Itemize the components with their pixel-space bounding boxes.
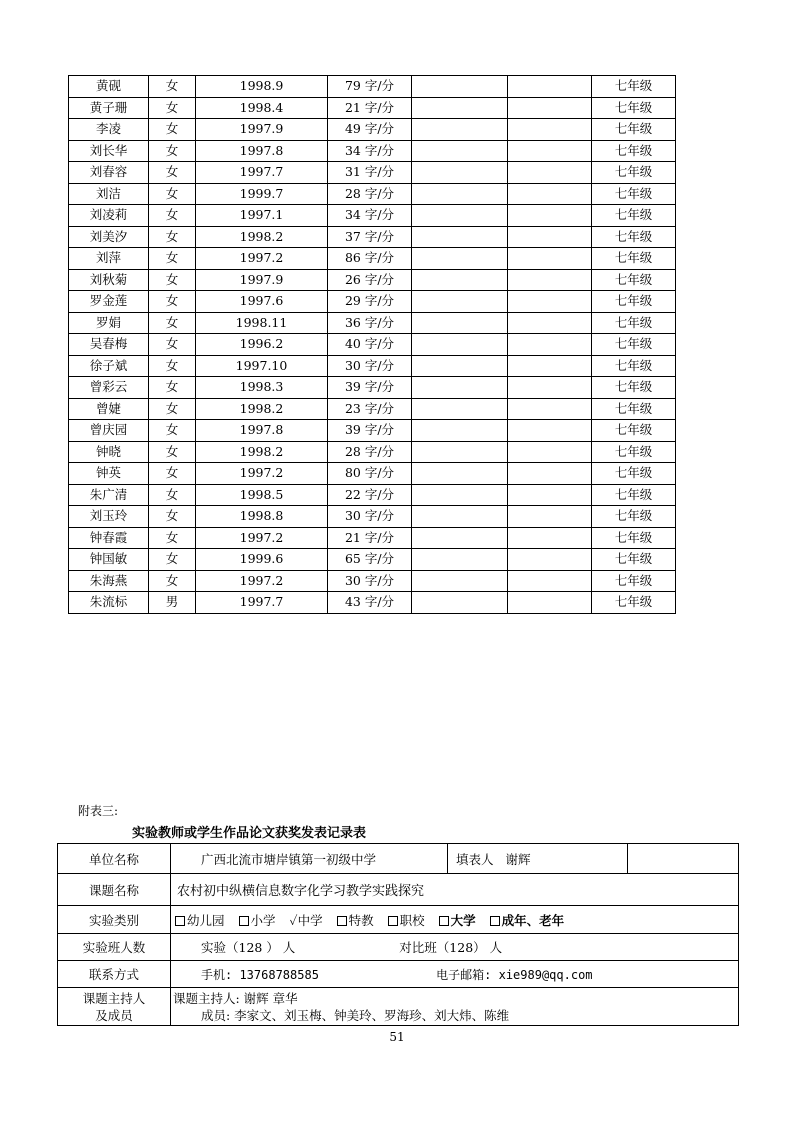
control-count: 对比班（128） 人: [399, 940, 503, 955]
student-gender: 女: [149, 549, 196, 571]
host-label: 课题主持人 及成员: [58, 988, 171, 1026]
student-gender: 女: [149, 484, 196, 506]
table-row: [69, 355, 676, 377]
blank-cell: [508, 162, 592, 184]
student-name: 曾婕: [69, 398, 149, 420]
table-row: [69, 248, 676, 270]
typing-speed: 43 字/分: [328, 592, 412, 614]
student-grade: 七年级: [592, 355, 676, 377]
student-birth: 1998.2: [196, 441, 328, 463]
blank-cell: [508, 484, 592, 506]
blank-cell: [508, 269, 592, 291]
typing-speed: 34 字/分: [328, 205, 412, 227]
student-birth: 1997.9: [196, 269, 328, 291]
checkbox-icon: [439, 916, 449, 926]
option-kindergarten[interactable]: 幼儿园: [175, 913, 225, 928]
blank-cell: [508, 441, 592, 463]
student-grade: 七年级: [592, 269, 676, 291]
student-birth: 1997.8: [196, 140, 328, 162]
blank-cell: [412, 76, 508, 98]
blank-cell: [508, 119, 592, 141]
student-name: 曾彩云: [69, 377, 149, 399]
category-label: 实验类别: [58, 906, 171, 934]
student-name: 钟春霞: [69, 527, 149, 549]
student-grade: 七年级: [592, 484, 676, 506]
typing-speed: 22 字/分: [328, 484, 412, 506]
student-gender: 女: [149, 398, 196, 420]
table-row: [69, 312, 676, 334]
email-value: 电子邮箱: xie989@qq.com: [436, 967, 593, 982]
student-name: 刘美汐: [69, 226, 149, 248]
typing-speed: 30 字/分: [328, 506, 412, 528]
checkbox-icon: [175, 916, 185, 926]
typing-speed: 21 字/分: [328, 527, 412, 549]
blank-cell: [412, 355, 508, 377]
student-birth: 1997.2: [196, 527, 328, 549]
check-mark-icon: ✓: [289, 912, 298, 928]
category-options: [171, 906, 739, 934]
checkbox-icon: [388, 916, 398, 926]
student-birth: 1997.2: [196, 248, 328, 270]
student-grade: 七年级: [592, 570, 676, 592]
student-grade: 七年级: [592, 119, 676, 141]
student-gender: 女: [149, 226, 196, 248]
host-names: 课题主持人: 谢辉 章华: [173, 990, 298, 1006]
class-count-values: [171, 934, 739, 961]
student-gender: 女: [149, 97, 196, 119]
student-gender: 女: [149, 140, 196, 162]
student-gender: 男: [149, 592, 196, 614]
unit-row: [58, 844, 739, 874]
table-row: [69, 97, 676, 119]
student-birth: 1998.2: [196, 398, 328, 420]
student-name: 刘洁: [69, 183, 149, 205]
student-gender: 女: [149, 269, 196, 291]
topic-value: 农村初中纵横信息数字化学习教学实践探究: [171, 874, 739, 906]
student-birth: 1998.8: [196, 506, 328, 528]
blank-cell: [508, 527, 592, 549]
student-name: 刘秋菊: [69, 269, 149, 291]
blank-cell: [412, 119, 508, 141]
blank-cell: [412, 162, 508, 184]
filler-value: 谢辉: [505, 851, 531, 867]
student-grade: 七年级: [592, 248, 676, 270]
blank-cell: [508, 420, 592, 442]
student-birth: 1998.5: [196, 484, 328, 506]
typing-speed: 28 字/分: [328, 183, 412, 205]
table-row: [69, 549, 676, 571]
student-gender: 女: [149, 312, 196, 334]
blank-cell: [508, 226, 592, 248]
student-birth: 1997.9: [196, 119, 328, 141]
student-birth: 1998.4: [196, 97, 328, 119]
student-birth: 1997.2: [196, 570, 328, 592]
student-gender: 女: [149, 334, 196, 356]
experiment-count: 实验（128 ） 人: [201, 940, 296, 955]
blank-cell: [412, 527, 508, 549]
table-row: [69, 484, 676, 506]
blank-cell: [412, 420, 508, 442]
typing-speed: 21 字/分: [328, 97, 412, 119]
student-name: 曾庆园: [69, 420, 149, 442]
blank-cell: [412, 97, 508, 119]
table-row: [69, 205, 676, 227]
student-birth: 1999.7: [196, 183, 328, 205]
student-grade: 七年级: [592, 183, 676, 205]
option-vocational[interactable]: 职校: [388, 913, 425, 928]
student-birth: 1998.2: [196, 226, 328, 248]
table-row: [69, 226, 676, 248]
table-row: [69, 183, 676, 205]
student-grade: 七年级: [592, 312, 676, 334]
table-row: [69, 334, 676, 356]
blank-cell: [412, 205, 508, 227]
class-count-label: 实验班人数: [58, 934, 171, 961]
blank-cell: [508, 570, 592, 592]
student-birth: 1997.6: [196, 291, 328, 313]
typing-speed: 28 字/分: [328, 441, 412, 463]
student-name: 黄砚: [69, 76, 149, 98]
student-gender: 女: [149, 355, 196, 377]
student-name: 徐子斌: [69, 355, 149, 377]
student-birth: 1997.7: [196, 592, 328, 614]
student-gender: 女: [149, 119, 196, 141]
student-name: 李凌: [69, 119, 149, 141]
typing-speed: 30 字/分: [328, 355, 412, 377]
table-row: [69, 506, 676, 528]
typing-speed: 65 字/分: [328, 549, 412, 571]
student-name: 黄子珊: [69, 97, 149, 119]
student-name: 刘萍: [69, 248, 149, 270]
member-names: 成员: 李家文、刘玉梅、钟美玲、罗海珍、刘大炜、陈维: [201, 1007, 510, 1023]
blank-cell: [508, 398, 592, 420]
category-row: [58, 906, 739, 934]
blank-cell: [508, 205, 592, 227]
student-grade: 七年级: [592, 377, 676, 399]
option-adult[interactable]: 成年、老年: [490, 913, 565, 928]
student-gender: 女: [149, 205, 196, 227]
blank-cell: [508, 291, 592, 313]
blank-cell: [508, 592, 592, 614]
blank-cell: [508, 76, 592, 98]
student-grade: 七年级: [592, 76, 676, 98]
table-row: [69, 377, 676, 399]
award-record-form: [57, 843, 739, 1026]
student-name: 吴春梅: [69, 334, 149, 356]
student-grade: 七年级: [592, 205, 676, 227]
table-row: [69, 140, 676, 162]
student-gender: 女: [149, 377, 196, 399]
blank-cell: [412, 484, 508, 506]
option-primary[interactable]: 小学: [239, 913, 276, 928]
blank-cell: [412, 312, 508, 334]
typing-speed: 34 字/分: [328, 140, 412, 162]
contact-row: [58, 961, 739, 988]
table-row: [69, 398, 676, 420]
typing-speed: 79 字/分: [328, 76, 412, 98]
student-birth: 1997.7: [196, 162, 328, 184]
student-name: 刘春容: [69, 162, 149, 184]
blank-cell: [508, 183, 592, 205]
student-name: 朱广清: [69, 484, 149, 506]
student-birth: 1998.9: [196, 76, 328, 98]
student-gender: 女: [149, 162, 196, 184]
student-birth: 1997.8: [196, 420, 328, 442]
table-row: [69, 76, 676, 98]
typing-speed: 49 字/分: [328, 119, 412, 141]
option-university[interactable]: 大学: [439, 913, 476, 928]
filler-extra-cell: [628, 844, 739, 874]
student-grade: 七年级: [592, 420, 676, 442]
contact-label: 联系方式: [58, 961, 171, 988]
class-count-row: [58, 934, 739, 961]
blank-cell: [508, 334, 592, 356]
option-middle[interactable]: ✓中学: [289, 912, 323, 928]
table-row: [69, 527, 676, 549]
checkbox-icon: [490, 916, 500, 926]
blank-cell: [412, 377, 508, 399]
student-gender: 女: [149, 441, 196, 463]
student-gender: 女: [149, 570, 196, 592]
blank-cell: [412, 441, 508, 463]
blank-cell: [508, 355, 592, 377]
blank-cell: [508, 140, 592, 162]
blank-cell: [412, 506, 508, 528]
student-name: 罗娟: [69, 312, 149, 334]
student-grade: 七年级: [592, 334, 676, 356]
checkbox-icon: [239, 916, 249, 926]
student-name: 罗金莲: [69, 291, 149, 313]
student-gender: 女: [149, 463, 196, 485]
student-name: 朱流标: [69, 592, 149, 614]
typing-speed: 37 字/分: [328, 226, 412, 248]
student-table-body: [69, 76, 676, 614]
blank-cell: [508, 377, 592, 399]
blank-cell: [508, 463, 592, 485]
table-row: [69, 592, 676, 614]
table-row: [69, 463, 676, 485]
option-special[interactable]: 特教: [337, 913, 374, 928]
typing-speed: 30 字/分: [328, 570, 412, 592]
student-grade: 七年级: [592, 527, 676, 549]
student-birth: 1996.2: [196, 334, 328, 356]
contact-values: [171, 961, 739, 988]
student-grade: 七年级: [592, 463, 676, 485]
blank-cell: [412, 291, 508, 313]
host-row: [58, 988, 739, 1026]
phone-value: 手机: 13768788585: [201, 967, 319, 982]
blank-cell: [508, 549, 592, 571]
student-gender: 女: [149, 291, 196, 313]
typing-speed: 26 字/分: [328, 269, 412, 291]
blank-cell: [412, 183, 508, 205]
student-gender: 女: [149, 420, 196, 442]
student-grade: 七年级: [592, 291, 676, 313]
student-birth: 1998.11: [196, 312, 328, 334]
blank-cell: [412, 140, 508, 162]
student-name: 钟国敏: [69, 549, 149, 571]
student-gender: 女: [149, 76, 196, 98]
filler-label: 填表人: [456, 851, 494, 867]
checkbox-icon: [337, 916, 347, 926]
typing-speed: 40 字/分: [328, 334, 412, 356]
typing-speed: 80 字/分: [328, 463, 412, 485]
table-row: [69, 420, 676, 442]
student-gender: 女: [149, 506, 196, 528]
typing-speed: 31 字/分: [328, 162, 412, 184]
host-values: [171, 988, 739, 1026]
blank-cell: [412, 398, 508, 420]
student-name: 刘凌莉: [69, 205, 149, 227]
student-grade: 七年级: [592, 441, 676, 463]
table-row: [69, 291, 676, 313]
blank-cell: [412, 248, 508, 270]
student-birth: 1997.2: [196, 463, 328, 485]
blank-cell: [412, 226, 508, 248]
student-birth: 1997.1: [196, 205, 328, 227]
student-name: 刘玉玲: [69, 506, 149, 528]
student-gender: 女: [149, 183, 196, 205]
typing-speed: 23 字/分: [328, 398, 412, 420]
form-title: 实验教师或学生作品论文获奖发表记录表: [132, 826, 367, 841]
page-number: 51: [389, 1030, 405, 1044]
topic-row: [58, 874, 739, 906]
student-grade: 七年级: [592, 549, 676, 571]
student-grade: 七年级: [592, 140, 676, 162]
blank-cell: [508, 506, 592, 528]
filler-cell: [448, 844, 628, 874]
typing-speed: 39 字/分: [328, 420, 412, 442]
student-grade: 七年级: [592, 97, 676, 119]
blank-cell: [412, 463, 508, 485]
student-grade: 七年级: [592, 162, 676, 184]
blank-cell: [508, 312, 592, 334]
typing-speed: 36 字/分: [328, 312, 412, 334]
student-grade: 七年级: [592, 592, 676, 614]
student-grade: 七年级: [592, 398, 676, 420]
student-name: 刘长华: [69, 140, 149, 162]
blank-cell: [508, 248, 592, 270]
student-birth: 1997.10: [196, 355, 328, 377]
student-name: 朱海燕: [69, 570, 149, 592]
table-row: [69, 162, 676, 184]
blank-cell: [412, 549, 508, 571]
typing-speed: 86 字/分: [328, 248, 412, 270]
table-row: [69, 119, 676, 141]
student-grade: 七年级: [592, 226, 676, 248]
student-name: 钟英: [69, 463, 149, 485]
table-row: [69, 570, 676, 592]
table-row: [69, 441, 676, 463]
unit-value: 广西北流市塘岸镇第一初级中学: [171, 844, 448, 874]
typing-speed: 39 字/分: [328, 377, 412, 399]
blank-cell: [412, 334, 508, 356]
unit-label: 单位名称: [58, 844, 171, 874]
student-gender: 女: [149, 248, 196, 270]
topic-label: 课题名称: [58, 874, 171, 906]
table-row: [69, 269, 676, 291]
student-typing-speed-table: [68, 75, 676, 614]
blank-cell: [412, 570, 508, 592]
student-gender: 女: [149, 527, 196, 549]
student-name: 钟晓: [69, 441, 149, 463]
student-birth: 1998.3: [196, 377, 328, 399]
blank-cell: [412, 592, 508, 614]
typing-speed: 29 字/分: [328, 291, 412, 313]
blank-cell: [508, 97, 592, 119]
student-birth: 1999.6: [196, 549, 328, 571]
appendix-label: 附表三:: [78, 804, 119, 818]
student-grade: 七年级: [592, 506, 676, 528]
blank-cell: [412, 269, 508, 291]
